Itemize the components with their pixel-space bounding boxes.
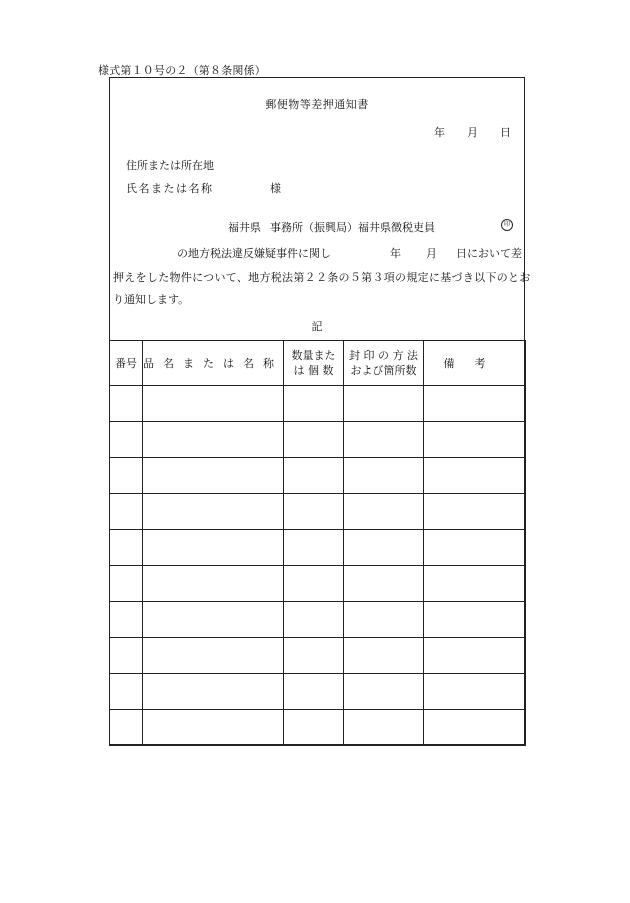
cell-quantity — [284, 530, 344, 566]
cell-seal-method — [344, 710, 424, 746]
cell-quantity — [284, 494, 344, 530]
cell-number — [110, 386, 143, 422]
cell-item-name — [143, 386, 284, 422]
cell-item-name — [143, 638, 284, 674]
header-quantity-line1: 数量また — [291, 349, 336, 362]
cell-seal-method — [344, 530, 424, 566]
header-number: 番号 — [110, 341, 143, 386]
cell-number — [110, 530, 143, 566]
cell-item-name — [143, 458, 284, 494]
header-quantity-line2: は 個 数 — [293, 364, 334, 377]
cell-seal-method — [344, 494, 424, 530]
cell-quantity — [284, 710, 344, 746]
form-number-label: 様式第１０号の２（第８条関係） — [98, 64, 266, 77]
header-remarks — [424, 341, 526, 386]
cell-quantity — [284, 566, 344, 602]
cell-quantity — [284, 638, 344, 674]
cell-remarks — [424, 710, 526, 746]
address-label: 住所または所在地 — [126, 159, 214, 172]
header-seal-line2: および箇所数 — [350, 364, 417, 377]
table-row — [110, 602, 526, 638]
cell-number — [110, 458, 143, 494]
cell-item-name — [143, 566, 284, 602]
cell-quantity — [284, 458, 344, 494]
body-month-label: 月 — [426, 247, 437, 260]
body-text-line2: 押えをした物件について、地方税法第２２条の５第３項の規定に基づき以下のとお — [113, 271, 531, 284]
cell-number — [110, 710, 143, 746]
table-header-row — [110, 341, 526, 386]
cell-remarks — [424, 386, 526, 422]
cell-remarks — [424, 674, 526, 710]
cell-remarks — [424, 458, 526, 494]
cell-item-name — [143, 530, 284, 566]
header-seal-line1: 封 印 の 方 法 — [349, 349, 418, 362]
cell-seal-method — [344, 386, 424, 422]
cell-quantity — [284, 386, 344, 422]
table-row — [110, 458, 526, 494]
cell-number — [110, 602, 143, 638]
cell-remarks — [424, 530, 526, 566]
honorific-label: 様 — [270, 182, 281, 195]
body-text-line3: り通知します。 — [113, 293, 190, 306]
cell-seal-method — [344, 638, 424, 674]
cell-remarks — [424, 494, 526, 530]
issuer-office: 事務所（振興局）福井県徴税吏員 — [270, 221, 435, 234]
cell-seal-method — [344, 602, 424, 638]
table-row — [110, 494, 526, 530]
cell-seal-method — [344, 458, 424, 494]
issuer-prefecture: 福井県 — [228, 221, 261, 234]
seal-icon: 印 — [501, 219, 513, 231]
date-day-label: 日 — [500, 126, 511, 139]
cell-quantity — [284, 674, 344, 710]
items-table — [109, 340, 526, 746]
cell-number — [110, 638, 143, 674]
table-row — [110, 638, 526, 674]
cell-remarks — [424, 638, 526, 674]
cell-item-name — [143, 710, 284, 746]
cell-seal-method — [344, 422, 424, 458]
cell-quantity — [284, 422, 344, 458]
name-label: 氏名または名称 — [126, 182, 214, 195]
body-year-label: 年 — [390, 247, 401, 260]
header-item-name — [143, 341, 284, 386]
body-text-line1: の地方税法違反嫌疑事件に関し — [177, 247, 331, 260]
cell-number — [110, 494, 143, 530]
table-row — [110, 422, 526, 458]
table-row — [110, 386, 526, 422]
cell-seal-method — [344, 674, 424, 710]
cell-remarks — [424, 602, 526, 638]
header-item-name-label: 品名または名称 — [143, 356, 283, 370]
cell-number — [110, 422, 143, 458]
notice-form — [109, 77, 531, 745]
cell-number — [110, 674, 143, 710]
date-month-label: 月 — [467, 126, 478, 139]
table-row — [110, 530, 526, 566]
cell-remarks — [424, 566, 526, 602]
cell-number — [110, 566, 143, 602]
ki-heading: 記 — [311, 320, 323, 333]
cell-remarks — [424, 422, 526, 458]
cell-quantity — [284, 602, 344, 638]
cell-item-name — [143, 674, 284, 710]
table-row — [110, 566, 526, 602]
table-row — [110, 674, 526, 710]
header-quantity — [284, 341, 344, 386]
cell-item-name — [143, 422, 284, 458]
header-seal-method — [344, 341, 424, 386]
date-year-label: 年 — [434, 126, 445, 139]
cell-seal-method — [344, 566, 424, 602]
table-row — [110, 710, 526, 746]
cell-item-name — [143, 494, 284, 530]
header-remarks-label: 備考 — [443, 356, 506, 370]
cell-item-name — [143, 602, 284, 638]
body-day-label: 日において差 — [456, 247, 522, 260]
page-title: 郵便物等差押通知書 — [265, 98, 369, 111]
